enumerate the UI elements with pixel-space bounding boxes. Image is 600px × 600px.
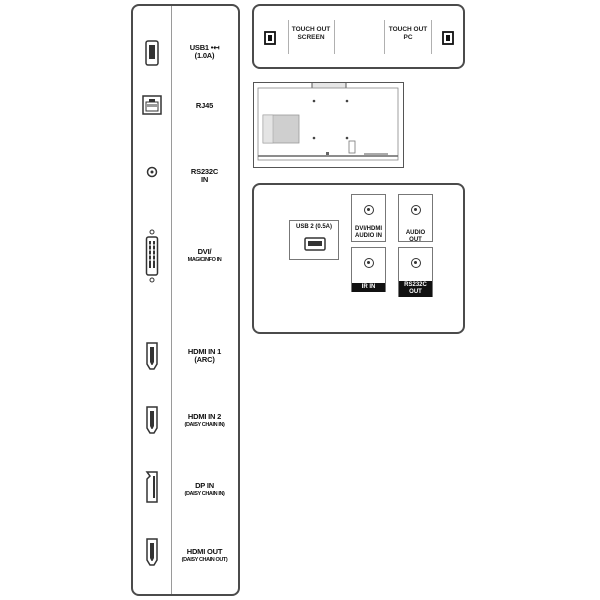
ir-in-label: IR IN — [352, 283, 385, 292]
port-label-rs232c-in: RS232C IN — [190, 167, 219, 184]
hdmi-port-icon — [133, 536, 171, 568]
port-label-hdmi-out: HDMI OUT (DAISY CHAIN OUT) — [181, 547, 228, 563]
audio-jack-icon — [133, 166, 171, 178]
port-label-rj45: RJ45 — [195, 101, 214, 110]
usb-b-icon — [442, 31, 454, 50]
usb-a-icon — [304, 237, 326, 256]
port-label-usb1: USB1 •↤ (1.0A) — [189, 43, 220, 60]
ethernet-port-icon — [133, 95, 171, 115]
audio-jack-icon — [364, 205, 374, 215]
rs232c-out-port — [398, 247, 433, 297]
ir-in-port — [351, 247, 386, 292]
separator-line — [334, 20, 335, 54]
hdmi-port-icon — [133, 340, 171, 372]
audio-jack-icon — [411, 205, 421, 215]
dvi-port-icon — [133, 228, 171, 284]
usb-a-icon — [133, 40, 171, 66]
separator-line — [431, 20, 432, 54]
displayport-icon — [133, 470, 171, 504]
audio-out-label: AUDIO OUT — [405, 230, 426, 243]
touch-out-screen-label: TOUCH OUT SCREEN — [291, 26, 331, 41]
audio-out-port — [398, 194, 433, 242]
dvi-hdmi-audio-in-port — [351, 194, 386, 242]
port-label-dp-in: DP IN (DAISY CHAIN IN) — [184, 481, 225, 497]
port-label-hdmi-in-1: HDMI IN 1 (ARC) — [187, 347, 222, 364]
dvi-hdmi-audio-in-label: DVI/HDMI AUDIO IN — [355, 226, 382, 239]
usb2-port — [289, 220, 339, 260]
left-connector-panel — [131, 4, 240, 596]
usb-b-icon — [264, 31, 276, 50]
hdmi-port-icon — [133, 404, 171, 436]
usb2-label: USB 2 (0.5A) — [295, 224, 332, 230]
separator-line — [384, 20, 385, 54]
audio-jack-icon — [411, 258, 421, 268]
monitor-rear-diagram — [253, 82, 404, 168]
port-label-hdmi-in-2: HDMI IN 2 (DAISY CHAIN IN) — [184, 412, 225, 428]
audio-jack-icon — [364, 258, 374, 268]
touch-out-pc-label: TOUCH OUT PC — [388, 26, 428, 41]
panel-divider — [171, 6, 172, 594]
monitor-rear-illustration — [254, 83, 402, 166]
side-connector-panel — [252, 183, 465, 334]
rs232c-out-label: RS232C OUT — [399, 281, 432, 297]
touch-out-panel — [252, 4, 465, 69]
port-label-dvi: DVI/ MAGICINFO IN — [187, 247, 222, 263]
